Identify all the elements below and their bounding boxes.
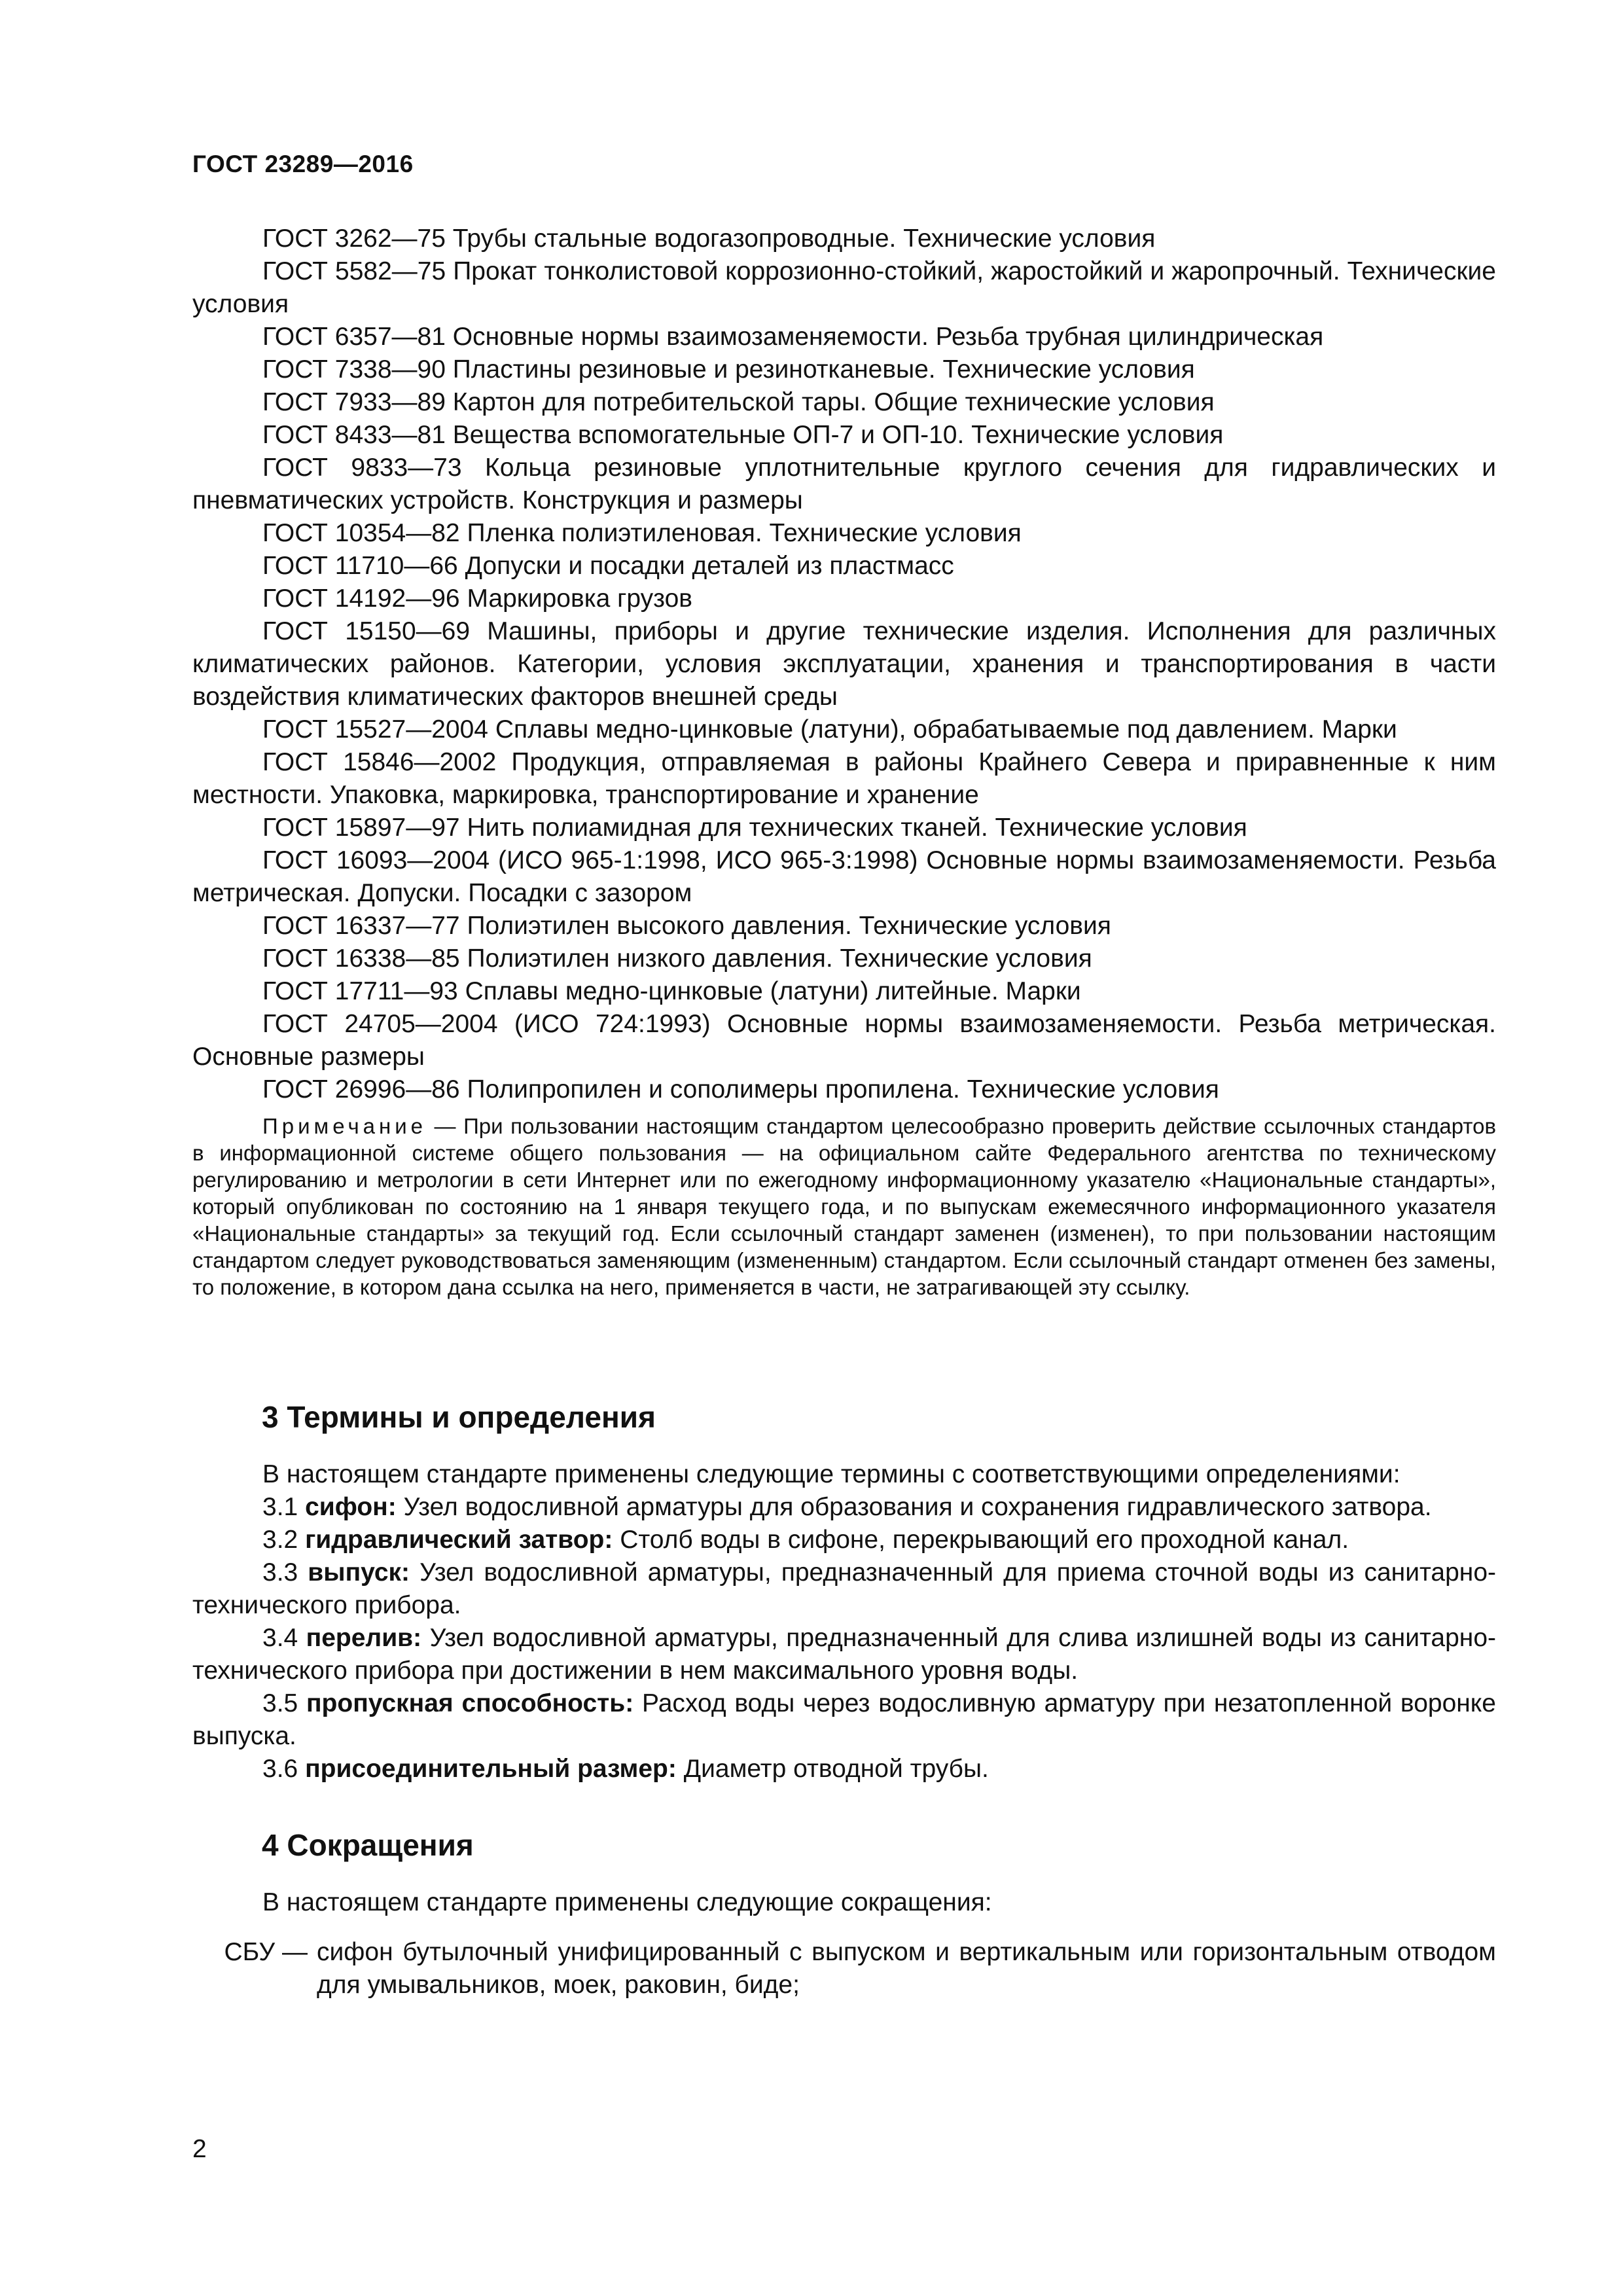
term-name: пропускная способность: <box>306 1689 634 1717</box>
reference-item: ГОСТ 5582—75 Прокат тонколистовой коррозионно-стойкий, жаростойкий и жаропрочный. Технические условия <box>192 257 1496 318</box>
section-3-title: 3 Термины и определения <box>262 1400 656 1434</box>
reference-item: ГОСТ 26996—86 Полипропилен и сополимеры пропилена. Технические условия <box>262 1075 1219 1103</box>
section-4-intro: В настоящем стандарте применены следующие сокращения: <box>262 1888 992 1916</box>
note-paragraph <box>192 1113 1496 1300</box>
reference-item: ГОСТ 16338—85 Полиэтилен низкого давления. Технические условия <box>262 944 1092 973</box>
term-name: гидравлический затвор: <box>305 1526 613 1554</box>
term-definition <box>192 1622 1496 1687</box>
normative-references-list <box>192 223 1496 1106</box>
term-definition <box>192 1753 1496 1785</box>
term-def: Узел водосливной арматуры, предназначенный для приема сточной воды из санитарно-технического прибора. <box>192 1558 1496 1619</box>
term-number: 3.6 <box>262 1755 298 1783</box>
term-definition <box>192 1491 1496 1524</box>
term-name: выпуск: <box>308 1558 410 1587</box>
term-definition <box>192 1556 1496 1622</box>
term-definition <box>192 1524 1496 1556</box>
reference-item: ГОСТ 11710—66 Допуски и посадки деталей из пластмасс <box>262 552 954 580</box>
abbreviation-definition: сифон бутылочный унифицированный с выпуском и вертикальным или горизонтальным отводом для умывальников, моек, раковин, биде; <box>317 1938 1496 1999</box>
term-name: присоединительный размер: <box>305 1755 677 1783</box>
term-name: сифон: <box>305 1493 397 1521</box>
term-def: Узел водосливной арматуры, предназначенный для слива излишней воды из санитарно-технического прибора при достижении в нем максимального уровня воды. <box>192 1624 1497 1685</box>
reference-item: ГОСТ 3262—75 Трубы стальные водогазопроводные. Технические условия <box>262 224 1156 253</box>
term-number: 3.3 <box>262 1558 298 1587</box>
note-text: — При пользовании настоящим стандартом целесообразно проверить действие ссылочных стандартов в информационной системе общего пользования — на официальном сайте Федерального агентства по техническому регулированию и метрологии в сети Интернет или по ежегодному информационному указателю «Национальные стандарты», который опубликован по состоянию на 1 января текущего года, и по выпускам ежемесячного информационного указателя «Национальные стандарты» за текущий год. Если ссылочный стандарт заменен (изменен), то при пользовании настоящим стандартом следует руководствоваться заменяющим (измененным) стандартом. Если ссылочный стандарт отменен без замены, то положение, в котором дана ссылка на него, применяется в части, не затрагивающей эту ссылку. <box>192 1114 1496 1299</box>
reference-item: ГОСТ 10354—82 Пленка полиэтиленовая. Технические условия <box>262 519 1022 547</box>
reference-item: ГОСТ 14192—96 Маркировка грузов <box>262 584 692 613</box>
term-number: 3.2 <box>262 1526 298 1554</box>
reference-item: ГОСТ 16337—77 Полиэтилен высокого давления. Технические условия <box>262 912 1111 940</box>
reference-item: ГОСТ 17711—93 Сплавы медно-цинковые (латуни) литейные. Марки <box>262 977 1081 1005</box>
term-def: Диаметр отводной трубы. <box>683 1755 989 1783</box>
abbreviation-term: СБУ — <box>224 1938 308 1966</box>
term-number: 3.1 <box>262 1493 298 1521</box>
reference-item: ГОСТ 24705—2004 (ИСО 724:1993) Основные нормы взаимозаменяемости. Резьба метрическая. Основные размеры <box>192 1010 1496 1071</box>
section-3-intro: В настоящем стандарте применены следующие термины с соответствующими определениями: <box>262 1460 1400 1488</box>
abbreviation-item <box>192 1936 1496 2001</box>
page-number: 2 <box>192 2135 207 2163</box>
term-definition <box>192 1687 1496 1753</box>
reference-item: ГОСТ 15527—2004 Сплавы медно-цинковые (латуни), обрабатываемые под давлением. Марки <box>262 715 1397 744</box>
reference-item: ГОСТ 6357—81 Основные нормы взаимозаменяемости. Резьба трубная цилиндрическая <box>262 323 1324 351</box>
section-3-body <box>192 1458 1496 1785</box>
reference-item: ГОСТ 7933—89 Картон для потребительской тары. Общие технические условия <box>262 388 1215 416</box>
reference-item: ГОСТ 7338—90 Пластины резиновые и резинотканевые. Технические условия <box>262 355 1195 384</box>
section-4-title: 4 Сокращения <box>262 1828 474 1862</box>
term-def: Столб воды в сифоне, перекрывающий его проходной канал. <box>620 1526 1349 1554</box>
term-def: Узел водосливной арматуры для образования и сохранения гидравлического затвора. <box>403 1493 1432 1521</box>
reference-item: ГОСТ 15897—97 Нить полиамидная для технических тканей. Технические условия <box>262 814 1247 842</box>
term-def: Расход воды через водосливную арматуру при незатопленной воронке выпуска. <box>192 1689 1496 1750</box>
reference-item: ГОСТ 15846—2002 Продукция, отправляемая в районы Крайнего Севера и приравненные к ним местности. Упаковка, маркировка, транспортирование и хранение <box>192 748 1496 809</box>
term-number: 3.5 <box>262 1689 298 1717</box>
note-label: Примечание <box>262 1114 427 1138</box>
reference-item: ГОСТ 15150—69 Машины, приборы и другие технические изделия. Исполнения для различных климатических районов. Категории, условия эксплуатации, хранения и транспортирования в части воздействия климатических факторов внешней среды <box>192 617 1496 711</box>
term-name: перелив: <box>306 1624 422 1652</box>
reference-item: ГОСТ 8433—81 Вещества вспомогательные ОП-7 и ОП-10. Технические условия <box>262 421 1224 449</box>
term-number: 3.4 <box>262 1624 298 1652</box>
standard-header: ГОСТ 23289—2016 <box>192 151 414 177</box>
reference-item: ГОСТ 16093—2004 (ИСО 965-1:1998, ИСО 965-3:1998) Основные нормы взаимозаменяемости. Резьба метрическая. Допуски. Посадки с зазором <box>192 846 1496 907</box>
reference-item: ГОСТ 9833—73 Кольца резиновые уплотнительные круглого сечения для гидравлических и пневматических устройств. Конструкция и размеры <box>192 454 1496 514</box>
